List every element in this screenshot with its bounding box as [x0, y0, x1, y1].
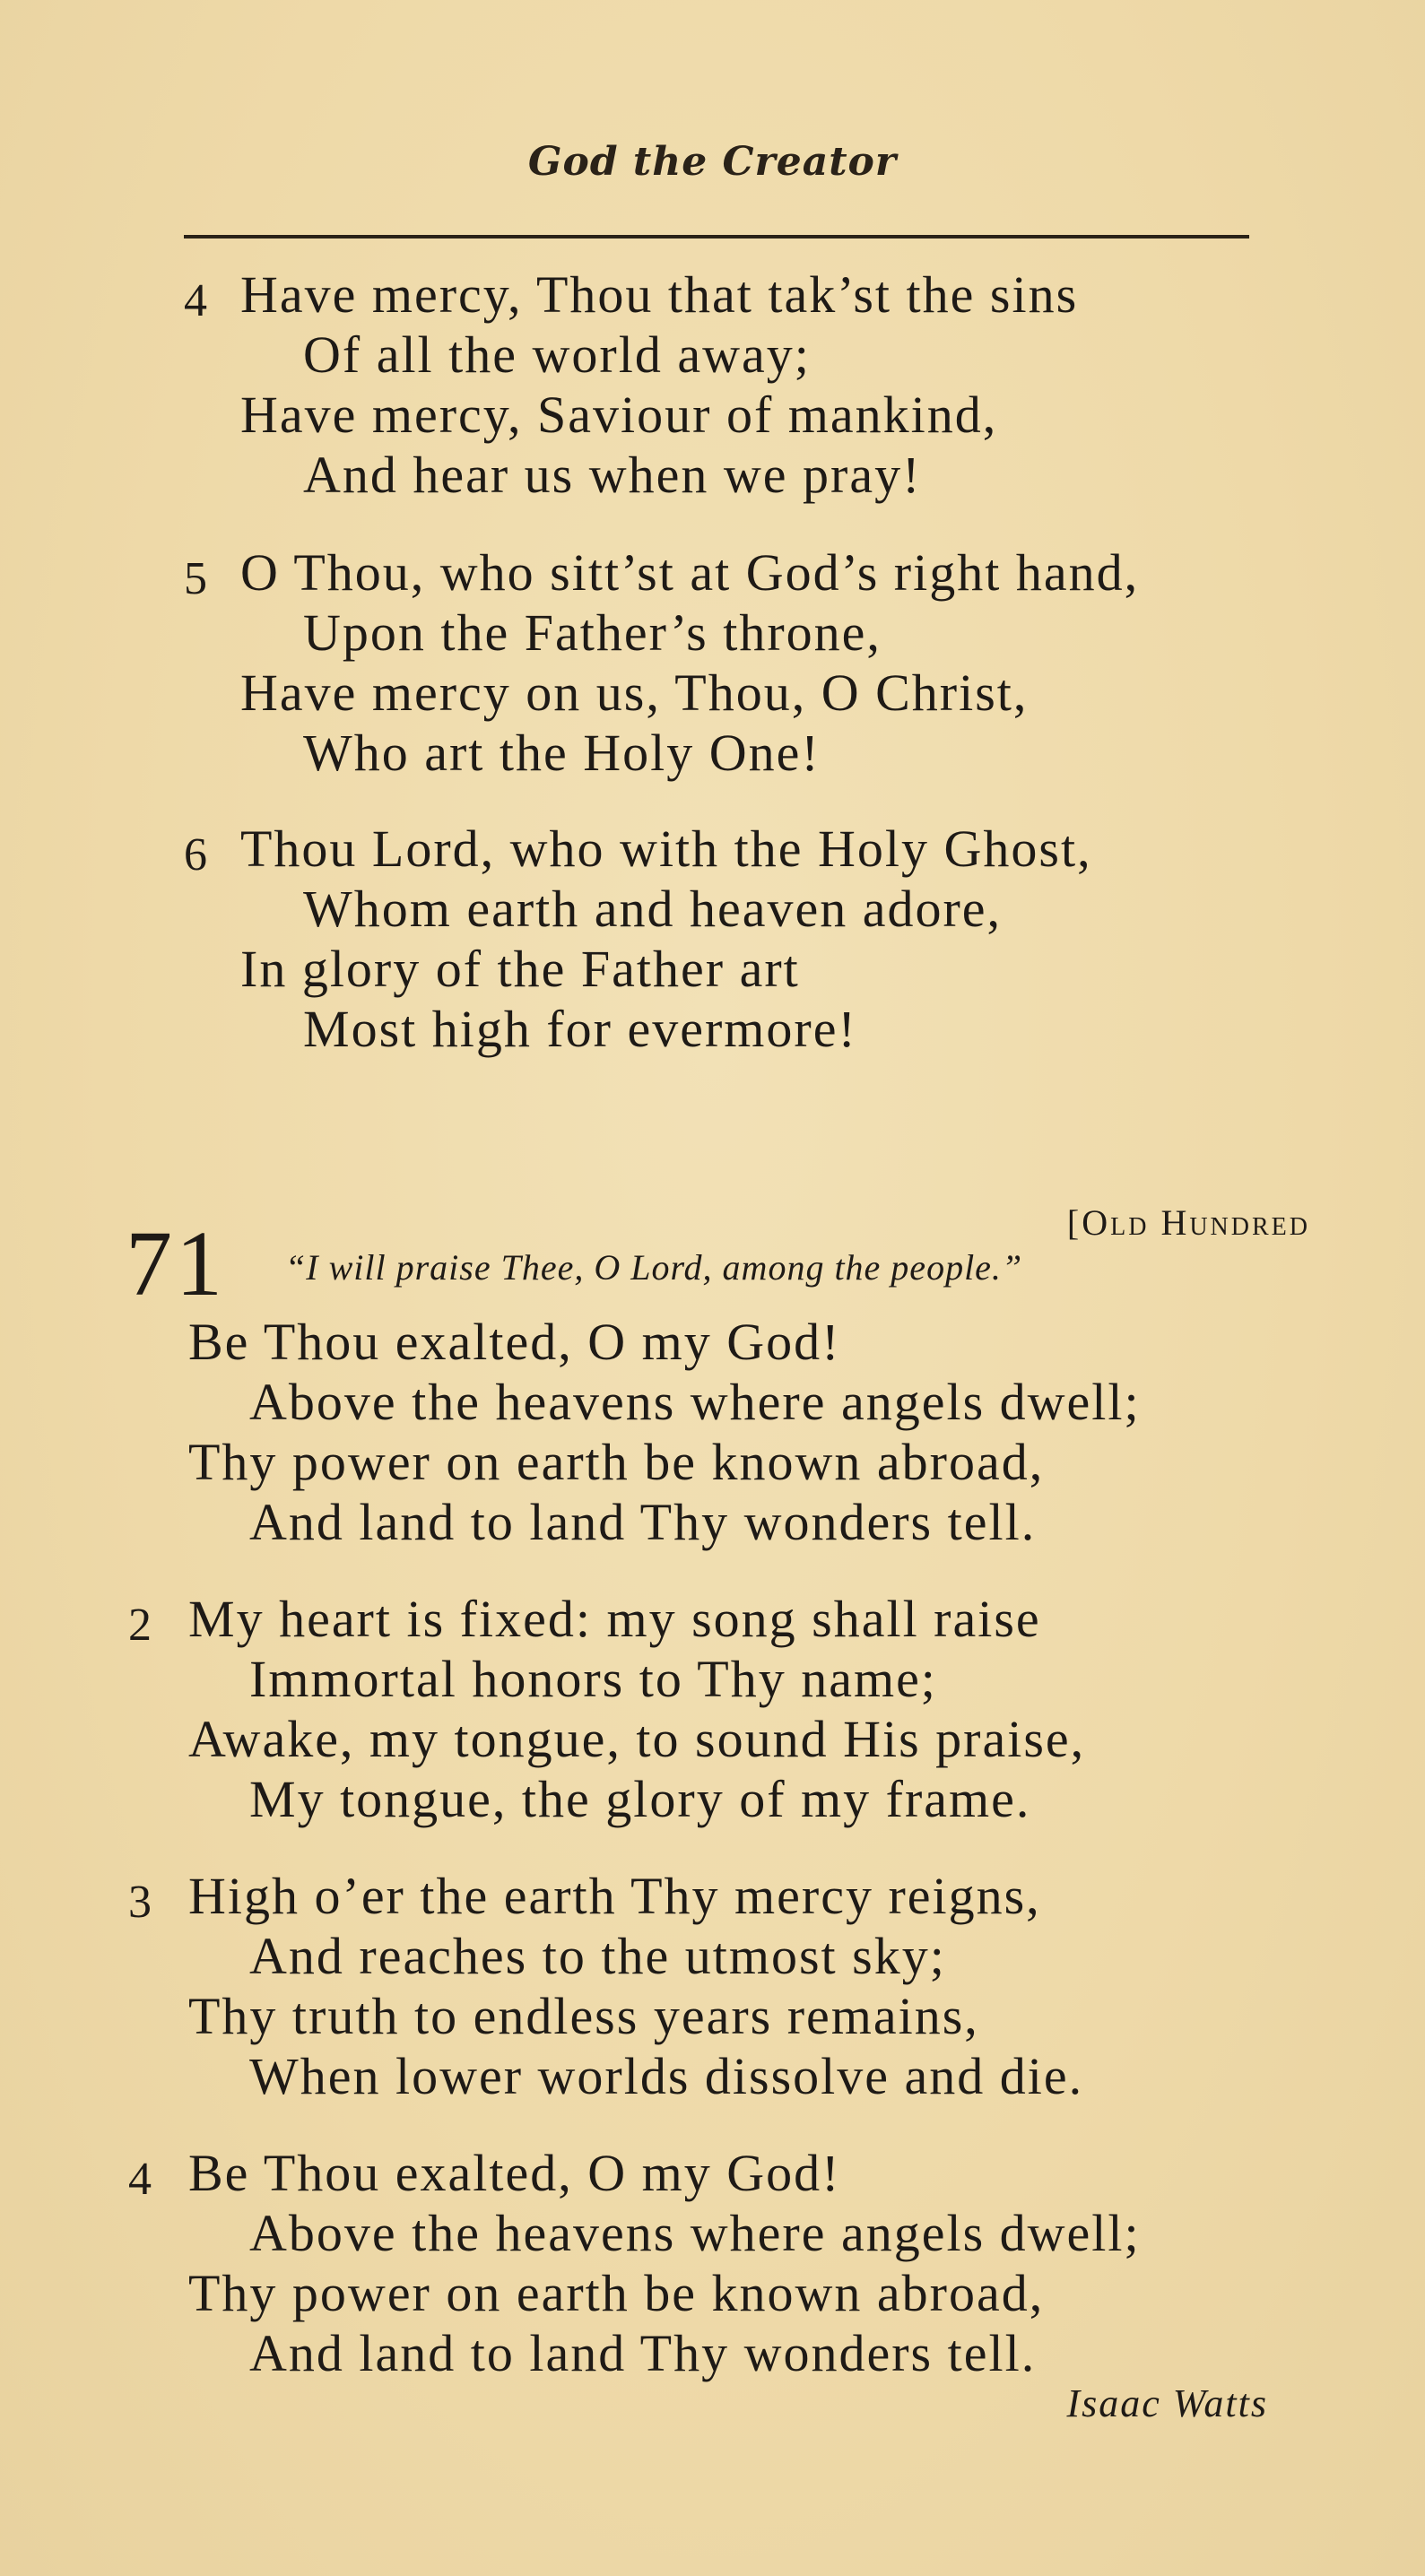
verse-line: Have mercy, Saviour of mankind, [240, 386, 998, 444]
verse-line: Whom earth and heaven adore, [303, 880, 1003, 938]
verse-line: High o’er the earth Thy mercy reigns, [188, 1867, 1041, 1925]
verse-line: And land to land Thy wonders tell. [249, 1493, 1037, 1551]
running-head: God the Creator [527, 139, 898, 185]
verse-number: 5 [184, 553, 207, 604]
verse-line: Upon the Father’s throne, [303, 603, 882, 662]
verse-line: Be Thou exalted, O my God! [188, 1313, 841, 1371]
verse-line: And hear us when we pray! [303, 446, 922, 504]
verse-number: 2 [128, 1600, 152, 1651]
verse-line: Above the heavens where angels dwell; [249, 1373, 1141, 1431]
verse-number: 3 [128, 1877, 152, 1928]
verse-line: Most high for evermore! [303, 1000, 857, 1058]
verse-line: And land to land Thy wonders tell. [249, 2324, 1037, 2382]
verse-line: When lower worlds dissolve and die. [249, 2047, 1084, 2105]
verse-line: Be Thou exalted, O my God! [188, 2144, 841, 2202]
verse-line: Have mercy on us, Thou, O Christ, [240, 664, 1029, 722]
verse-line: My heart is fixed: my song shall raise [188, 1590, 1041, 1648]
verse-line: Awake, my tongue, to sound His praise, [188, 1710, 1086, 1768]
verse-number: 6 [184, 829, 207, 880]
verse-line: My tongue, the glory of my frame. [249, 1770, 1031, 1828]
hymn-number: 71 [126, 1212, 226, 1315]
verse-line: Of all the world away; [303, 325, 811, 384]
epigraph: “I will praise Thee, O Lord, among the people.” [285, 1247, 1023, 1288]
verse-line: Thy power on earth be known abroad, [188, 2264, 1045, 2322]
verse-line: O Thou, who sitt’st at God’s right hand, [240, 543, 1140, 602]
verse-number: 4 [184, 275, 207, 326]
verse-number: 4 [128, 2154, 152, 2205]
verse-line: Thy power on earth be known abroad, [188, 1433, 1045, 1491]
verse-line: In glory of the Father art [240, 940, 800, 998]
verse-line: Immortal honors to Thy name; [249, 1650, 937, 1708]
verse-line: Have mercy, Thou that tak’st the sins [240, 265, 1079, 324]
verse-line: Who art the Holy One! [303, 724, 821, 782]
verse-line: Above the heavens where angels dwell; [249, 2204, 1141, 2262]
verse-line: Thy truth to endless years remains, [188, 1987, 979, 2045]
tune-name: [Old Hundred [1066, 1202, 1310, 1243]
author-attribution: Isaac Watts [1066, 2381, 1268, 2425]
verse-line: And reaches to the utmost sky; [249, 1927, 946, 1985]
header-rule [184, 235, 1249, 239]
verse-line: Thou Lord, who with the Holy Ghost, [240, 820, 1092, 878]
